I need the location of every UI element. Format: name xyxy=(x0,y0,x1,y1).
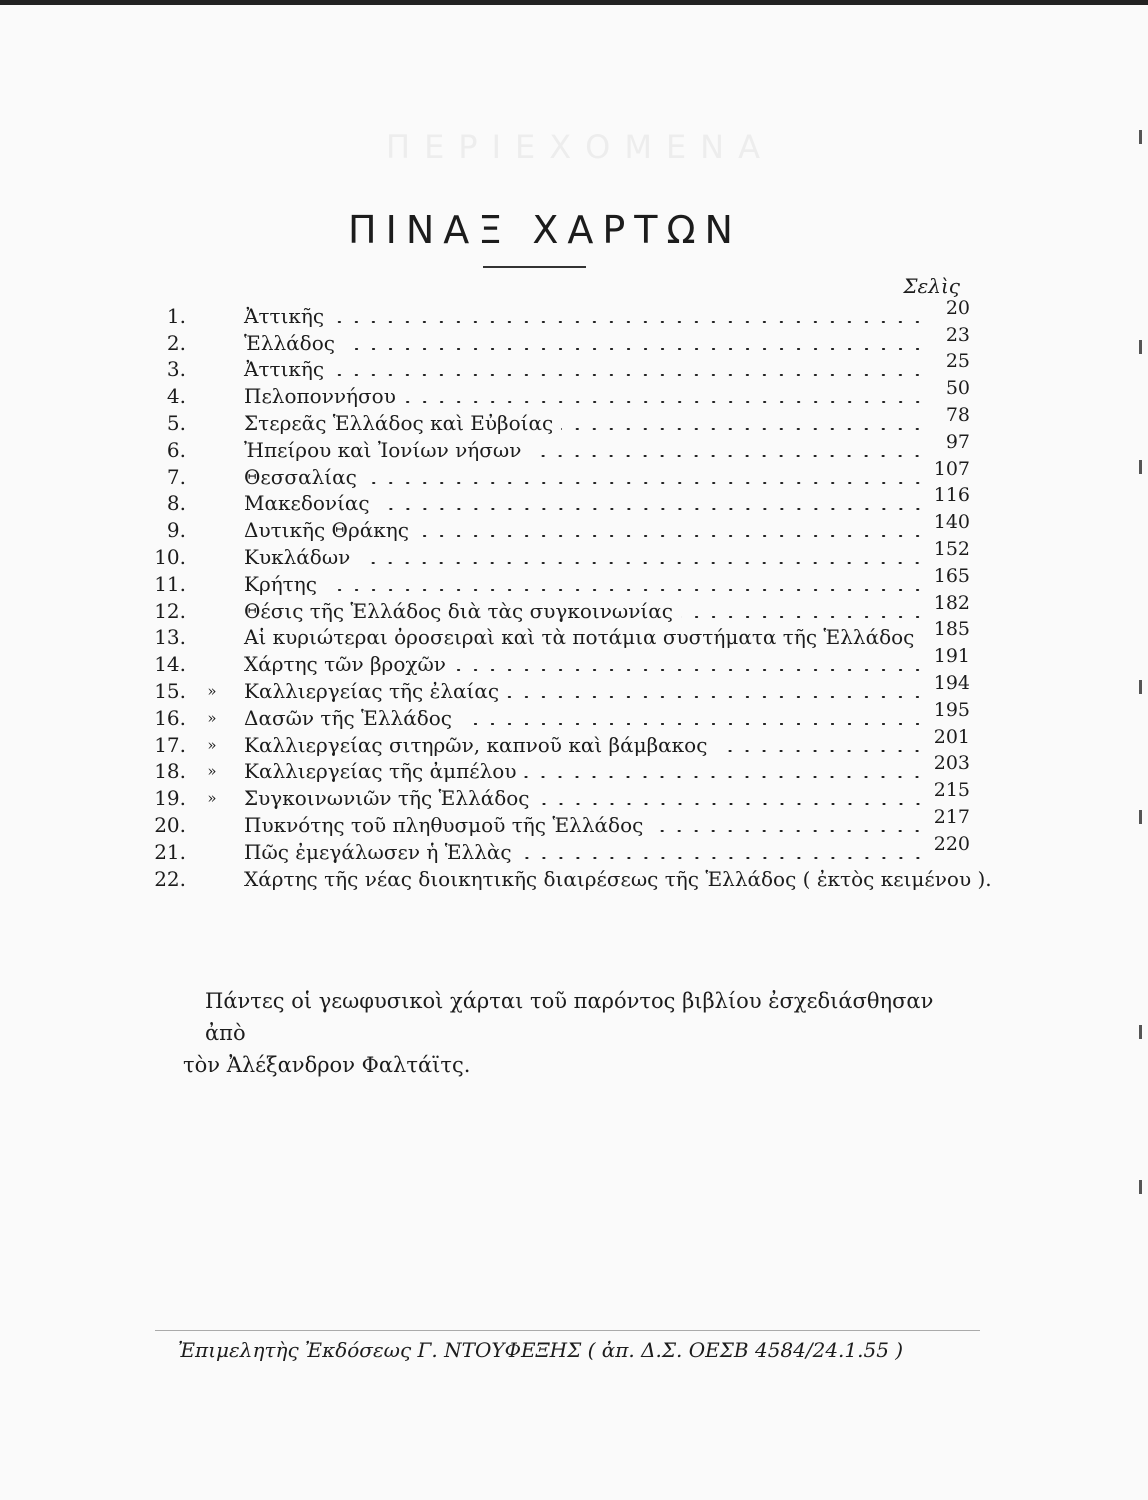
map-entry xyxy=(148,725,970,758)
dot-leader xyxy=(651,830,926,832)
dot-leader xyxy=(343,348,926,350)
note-line-1: Πάντες οἱ γεωφυσικοὶ χάρται τοῦ παρόντος βιβλίου ἐσχεδιάσθησαν ἀπὸ xyxy=(205,989,934,1045)
ditto-mark: » xyxy=(207,789,217,808)
dot-leader xyxy=(332,321,926,323)
entry-title: Θεσσαλίας xyxy=(244,464,357,489)
map-entry xyxy=(148,430,970,463)
entry-title: Κρήτης xyxy=(244,571,317,596)
dot-leader xyxy=(507,696,926,698)
ditto-mark: » xyxy=(207,708,217,727)
dot-leader xyxy=(378,508,926,510)
entry-page: 25 xyxy=(945,350,970,373)
entry-number: 21. xyxy=(154,839,186,864)
entry-number: 1. xyxy=(166,303,186,328)
entry-title: Πυκνότης τοῦ πληθυσμοῦ τῆς Ἑλλάδος xyxy=(244,812,644,837)
entry-number: 19. xyxy=(154,786,186,811)
map-entry xyxy=(148,564,970,597)
entry-number: 17. xyxy=(154,732,186,757)
entry-page: 220 xyxy=(933,832,970,855)
ditto-mark: » xyxy=(207,735,217,754)
dot-leader xyxy=(520,857,926,859)
entry-number: 14. xyxy=(154,652,186,677)
entry-number: 7. xyxy=(166,464,186,489)
entry-page: 194 xyxy=(933,671,970,694)
page-column-label: Σελὶς xyxy=(903,274,960,298)
map-entry xyxy=(148,296,970,329)
map-entry xyxy=(148,832,970,865)
entry-page: 107 xyxy=(933,457,970,480)
entry-number: 8. xyxy=(166,491,186,516)
entry-page: 217 xyxy=(933,805,970,828)
map-entry xyxy=(148,752,970,785)
entry-page: 152 xyxy=(933,537,970,560)
map-entry xyxy=(148,323,970,356)
dot-leader xyxy=(524,776,926,778)
top-edge-rule xyxy=(0,0,1148,5)
dot-leader xyxy=(417,535,926,537)
entry-page: 97 xyxy=(945,430,970,453)
dot-leader xyxy=(715,750,926,752)
dot-leader xyxy=(332,374,926,376)
dot-leader xyxy=(358,562,926,564)
entry-number: 11. xyxy=(154,571,186,596)
map-entry xyxy=(148,457,970,490)
map-entry xyxy=(148,537,970,570)
entry-title: Ἀττικῆς xyxy=(244,303,325,328)
map-list xyxy=(148,296,992,892)
entry-title: Χάρτης τῶν βροχῶν xyxy=(244,652,446,677)
ditto-mark: » xyxy=(207,762,217,781)
entry-title: Πελοποννήσου xyxy=(244,384,396,409)
entry-page: 23 xyxy=(945,323,970,346)
dot-leader xyxy=(325,589,926,591)
entry-title: Κυκλάδων xyxy=(244,544,351,569)
entry-number: 22. xyxy=(154,866,186,891)
dot-leader xyxy=(538,803,927,805)
dot-leader xyxy=(454,669,926,671)
map-entry xyxy=(148,698,970,731)
map-entry xyxy=(148,377,970,409)
entry-number: 4. xyxy=(166,384,186,409)
entry-number: 5. xyxy=(166,410,186,435)
entry-title: Θέσις τῆς Ἑλλάδος διὰ τὰς συγκοινωνίας xyxy=(244,598,673,623)
entry-number: 10. xyxy=(154,544,186,569)
entry-title: Ἀττικῆς xyxy=(244,357,325,382)
map-entry xyxy=(148,645,970,677)
entry-number: 2. xyxy=(166,330,186,355)
map-entry xyxy=(148,484,970,517)
dot-leader xyxy=(529,455,926,457)
entry-number: 16. xyxy=(154,705,186,730)
entry-title: Πῶς ἐμεγάλωσεν ἡ Ἑλλὰς xyxy=(244,839,512,864)
entry-title: Καλλιεργείας σιτηρῶν, καπνοῦ καὶ βάμβακος xyxy=(244,732,708,757)
show-through-title: ΠΕΡΙΕΧΟΜΕΝΑ xyxy=(386,128,774,166)
entry-number: 15. xyxy=(154,678,186,703)
entry-page: 215 xyxy=(933,779,970,802)
title-underline xyxy=(483,266,586,268)
entry-page: 191 xyxy=(933,645,970,668)
entry-page: 195 xyxy=(933,698,970,721)
map-entry xyxy=(148,511,970,543)
entry-title: Ἠπείρου καὶ Ἰονίων νήσων xyxy=(244,437,522,462)
entry-page: 203 xyxy=(933,752,970,775)
map-entry xyxy=(148,805,970,838)
entry-page: 50 xyxy=(945,377,970,400)
dot-leader xyxy=(460,723,926,725)
entry-title: Στερεᾶς Ἑλλάδος καὶ Εὐβοίας xyxy=(244,410,554,435)
entry-page: 20 xyxy=(945,296,970,319)
entry-title: Ἑλλάδος xyxy=(244,330,335,355)
binding-edge-marks xyxy=(1136,120,1142,1370)
entry-title: Δασῶν τῆς Ἑλλάδος xyxy=(244,705,452,730)
map-entry xyxy=(148,591,970,624)
entry-page: 185 xyxy=(933,618,970,641)
editor-credit: Ἐπιμελητὴς Ἐκδόσεως Γ. ΝΤΟΥΦΕΞΗΣ ( ἀπ. Δ.Σ. ΟΕΣΒ 4584/24.1.55 ) xyxy=(178,1338,904,1362)
entry-title: Δυτικῆς Θράκης xyxy=(244,518,409,543)
dot-leader xyxy=(561,428,926,430)
entry-page: 182 xyxy=(933,591,970,614)
entry-number: 9. xyxy=(166,518,186,543)
map-entry xyxy=(148,618,970,651)
entry-number: 18. xyxy=(154,759,186,784)
page-title: ΠΙΝΑΞ ΧΑΡΤΩΝ xyxy=(348,208,742,252)
entry-title: Αἱ κυριώτεραι ὀροσειραὶ καὶ τὰ ποτάμια συστήματα τῆς Ἑλλάδος xyxy=(244,625,915,650)
map-entry xyxy=(148,403,970,436)
dot-leader xyxy=(404,401,926,403)
cartography-note xyxy=(183,985,973,1081)
entry-page: 140 xyxy=(933,511,970,534)
note-line-2: τὸν Ἀλέξανδρον Φαλτάϊτς. xyxy=(183,1053,471,1077)
dot-leader xyxy=(365,482,926,484)
entry-title: Καλλιεργείας τῆς ἀμπέλου xyxy=(244,759,517,784)
entry-number: 6. xyxy=(166,437,186,462)
ditto-mark: » xyxy=(207,681,217,700)
entry-title: Συγκοινωνιῶν τῆς Ἑλλάδος xyxy=(244,786,530,811)
footer-divider xyxy=(155,1330,980,1331)
dot-leader xyxy=(681,616,926,618)
map-entry xyxy=(148,779,970,811)
entry-number: 3. xyxy=(166,357,186,382)
map-entry xyxy=(148,671,970,704)
entry-number: 20. xyxy=(154,812,186,837)
entry-title: Χάρτης τῆς νέας διοικητικῆς διαιρέσεως τῆς Ἑλλάδος ( ἐκτὸς κειμένου ). xyxy=(244,866,992,891)
entry-page: 78 xyxy=(945,403,970,426)
entry-title: Καλλιεργείας τῆς ἐλαίας xyxy=(244,678,500,703)
entry-page: 165 xyxy=(933,564,970,587)
map-entry xyxy=(148,350,970,383)
entry-page: 201 xyxy=(933,725,970,748)
entry-page: 116 xyxy=(933,484,970,507)
entry-title: Μακεδονίας xyxy=(244,491,370,516)
map-entry xyxy=(148,865,992,892)
entry-number: 13. xyxy=(154,625,186,650)
dot-leader xyxy=(922,642,926,644)
entry-number: 12. xyxy=(154,598,186,623)
